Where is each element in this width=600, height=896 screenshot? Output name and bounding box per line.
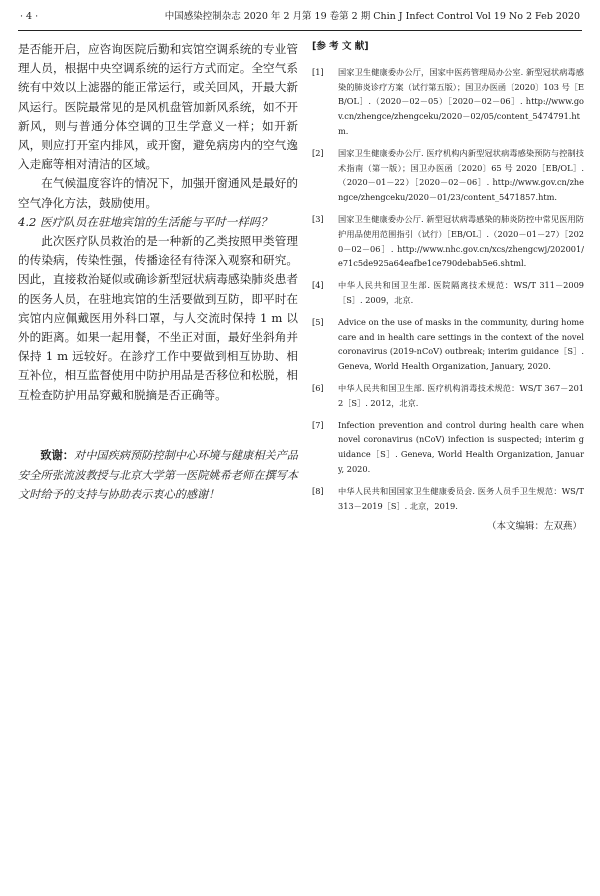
running-header [18,8,582,31]
acknowledgement [18,446,298,505]
references-column [312,40,584,520]
reference-item [312,212,584,271]
reference-number: [4] [312,280,324,291]
reference-item [312,278,584,308]
reference-text: 国家卫生健康委办公厅. 医疗机构内新型冠状病毒感染预防与控制技术指南（第一版）；国卫办医函〔2020〕65 号 2020［EB/OL］.（2020－01－22）［2020－02－06］. http://www.gov.cn/zhengce/zhengceku/2020－01/23/content_5471857.htm. [338,147,584,203]
reference-number: [7] [312,419,324,430]
reference-number: [8] [312,485,324,496]
reference-item [312,484,584,514]
acknowledgement-text: 对中国疾病预防控制中心环境与健康相关产品安全所张流波教授与北京大学第一医院姚希老师在撰写本文时给予的支持与协助表示衷心的感谢！ [18,449,298,501]
reference-text: 中华人民共和国卫生部. 医疗机构消毒技术规范：WS/T 367－2012［S］. 2012，北京. [338,382,584,408]
reference-item [312,65,584,139]
reference-text: 国家卫生健康委办公厅，国家中医药管理局办公室. 新型冠状病毒感染的肺炎诊疗方案（试行第五版）；国卫办医函〔2020〕103 号［EB/OL］.（2020－02－05）［2020－02－06］. http://www.gov.cn/zhengce/zhengceku/2020－02/05/content_5474791.htm. [338,66,584,136]
reference-number: [3] [312,213,324,224]
reference-number: [1] [312,66,324,77]
acknowledgement-label: 致谢： [40,448,74,462]
section-heading-4-2: 4.2 医疗队员在驻地宾馆的生活能与平时一样吗？ [18,214,272,229]
paragraph-window-ventilation: 在气候温度容许的情况下，加强开窗通风是最好的空气净化方法，鼓励使用。 [18,176,298,210]
reference-text: 中华人民共和国国家卫生健康委员会. 医务人员手卫生规范：WS/T 313－2019［S］. 北京，2019. [338,485,584,511]
journal-citation: 中国感染控制杂志 2020 年 2 月第 19 卷第 2 期 Chin J Infect Control Vol 19 No 2 Feb 2020 [164,11,580,22]
reference-number: [5] [312,316,324,327]
references-title: [参 考 文 献] [312,41,369,52]
reference-text: 中华人民共和国卫生部. 医院隔离技术规范：WS/T 311－2009［S］. 2009，北京. [338,280,584,305]
reference-number: [2] [312,147,324,158]
reference-text: Advice on the use of masks in the community, during home care and in health care settings in the context of the novel coronavirus (2019-nCoV) outbreak; interim guidance［S］. Geneva, World Health Organization, January, 2020. [338,316,584,372]
left-column [18,40,298,405]
reference-text: Infection prevention and control during health care when novel coronavirus (nCoV) infection is suspected; interim guidance［S］. Geneva, World Health Organization, January, 2020. [338,419,584,474]
editor-note: （本文编辑：左双燕） [486,521,582,532]
page-number: · 4 · [20,11,39,22]
reference-item [312,418,584,477]
paragraph-ventilation: 是否能开启，应咨询医院后勤和宾馆空调系统的专业管理人员，根据中央空调系统的运行方式而定。全空气系统有中效以上滤器的能正常运行，或关回风，开最大新风运行。医院最常见的是风机盘管加新风系统，如不开新风，则与普通分体空调的卫生学意义一样；如开新风，则应打开室内排风，或开窗，避免病房内的空气逸入走廊等相对清洁的区域。 [18,42,298,172]
reference-item [312,146,584,205]
reference-item [312,381,584,411]
reference-text: 国家卫生健康委办公厅. 新型冠状病毒感染的肺炎防控中常见医用防护用品使用范围指引（试行）［EB/OL］.（2020－01－27）［2020－02－06］. http://www.nhc.gov.cn/xcs/zhengcwj/202001/e71c5de925a64eafbe1ce790debab5e6.shtml. [338,213,584,269]
reference-item [312,315,584,374]
paragraph-hotel-life: 此次医疗队员救治的是一种新的乙类按照甲类管理的传染病，传染性强，传播途径有待深入观察和研究。因此，直接救治疑似或确诊新型冠状病毒感染肺炎患者的医务人员，在驻地宾馆的生活要做到互防，即平时在宾馆内应佩戴医用外科口罩，与人交流时保持 1 m 以外的距离。如果一起用餐，不坐正对面，最好坐斜角并保持 1 m 远较好。在診疗工作中要做到相互协助、相互补位，相互监督使用中防护用品是否移位和松脱，相互检查防护用品穿戴和脱摘是否正确等。 [18,234,298,402]
reference-number: [6] [312,382,324,393]
